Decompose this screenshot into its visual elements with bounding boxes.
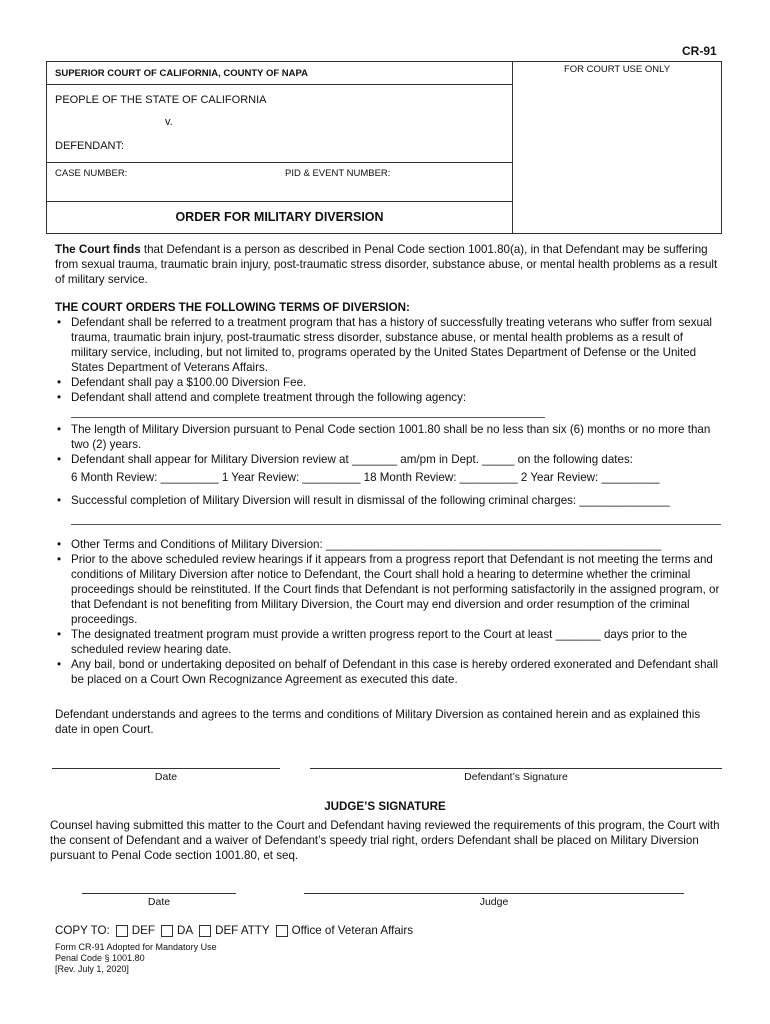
defendant-date-line[interactable] <box>52 768 280 769</box>
footer-adopted: Form CR-91 Adopted for Mandatory Use <box>55 942 217 952</box>
term-length: • The length of Military Diversion pursuant to Penal Code section 1001.80 shall be no less than six (6) months or no more than two (2) years. <box>55 422 720 452</box>
judge-signature-heading: JUDGE’S SIGNATURE <box>324 800 446 813</box>
terms-list-charges <box>55 493 720 508</box>
judge-date-label: Date <box>147 896 171 908</box>
term-diversion-fee: • Defendant shall pay a $100.00 Diversion Fee. <box>55 375 720 390</box>
copy-option-def-atty: DEF ATTY <box>215 924 270 937</box>
copy-option-veteran-affairs: Office of Veteran Affairs <box>291 924 414 937</box>
defendant-field[interactable]: DEFENDANT: <box>55 140 125 152</box>
form-footer <box>55 942 217 975</box>
checkbox-veteran-affairs[interactable] <box>276 925 288 937</box>
footer-revision: [Rev. July 1, 2020] <box>55 964 129 974</box>
divider <box>47 162 512 163</box>
court-use-label: FOR COURT USE ONLY <box>563 64 671 75</box>
copy-option-da: DA <box>176 924 194 937</box>
defendant-understands: Defendant understands and agrees to the terms and conditions of Military Diversion as contained herein and as explained this date in open Court. <box>55 708 701 736</box>
divider <box>47 84 512 85</box>
footer-penal-code: Penal Code § 1001.80 <box>55 953 145 963</box>
form-id: CR-91 <box>682 44 717 58</box>
judge-signature-line[interactable] <box>304 893 684 894</box>
checkbox-def-atty[interactable] <box>199 925 211 937</box>
defendant-signature-line[interactable] <box>310 768 722 769</box>
findings-lead: The Court finds <box>55 243 141 256</box>
checkbox-da[interactable] <box>161 925 173 937</box>
term-other-conditions: • Other Terms and Conditions of Military Diversion: ____________________________________________________ <box>55 537 720 552</box>
term-agency-text: Defendant shall attend and complete treatment through the following agency: <box>71 391 467 404</box>
terms-section <box>55 300 720 687</box>
divider <box>47 201 512 202</box>
pid-event-number-field[interactable]: PID & EVENT NUMBER: <box>285 168 391 179</box>
order-title: ORDER FOR MILITARY DIVERSION <box>175 210 384 224</box>
court-findings <box>55 242 720 287</box>
term-agency <box>55 390 720 405</box>
orders-heading: THE COURT ORDERS THE FOLLOWING TERMS OF DIVERSION: <box>55 301 410 314</box>
counsel-text: Counsel having submitted this matter to the Court and Defendant having reviewed the requirements of this program, the Court with the consent of Defendant and a waiver of Defendant’s speedy trial right, orders Defendant shall be placed on Military Diversion pursuant to Penal Code section 1001.80, et seq. <box>50 819 720 862</box>
term-review-appearance: • Defendant shall appear for Military Diversion review at _______ am/pm in Dept. _____ on the following dates: <box>55 452 720 467</box>
court-name: SUPERIOR COURT OF CALIFORNIA, COUNTY OF NAPA <box>55 68 308 79</box>
terms-list <box>55 315 720 405</box>
findings-text: that Defendant is a person as described in Penal Code section 1001.80(a), in that Defendant may be suffering from sexual trauma, traumatic brain injury, post-traumatic stress disorder, substance abuse, or mental health problems as a result of military service. <box>55 243 718 286</box>
copy-option-def: DEF <box>131 924 155 937</box>
judge-signature-label: Judge <box>479 896 509 908</box>
terms-list-final <box>55 537 720 687</box>
case-caption <box>47 62 513 233</box>
copy-to-row <box>55 924 413 937</box>
case-number-field[interactable]: CASE NUMBER: <box>55 168 128 179</box>
judge-date-line[interactable] <box>82 893 236 894</box>
defendant-date-label: Date <box>154 771 178 783</box>
caption-box <box>46 61 722 234</box>
agency-input[interactable] <box>71 405 545 418</box>
review-dates[interactable]: 6 Month Review: _________ 1 Year Review: _________ 18 Month Review: _________ 2 Year Review: _________ <box>71 471 660 484</box>
checkbox-def[interactable] <box>116 925 128 937</box>
terms-list-cont <box>55 422 720 467</box>
term-progress-hearing: • Prior to the above scheduled review hearings if it appears from a progress report that Defendant is not meeting the terms and conditions of Military Diversion after notice to Defendant, the Court shall hold a hearing to determine whether the criminal proceedings should be reinstituted. If the Court finds that Defendant is not performing satisfactorily in the assigned program, or that Defendant is not benefiting from Military Diversion, the Court may end diversion and order resumption of the criminal proceedings. <box>55 552 720 627</box>
charges-input[interactable] <box>71 508 721 525</box>
plaintiff-name: PEOPLE OF THE STATE OF CALIFORNIA <box>55 94 267 106</box>
term-dismissal: • Successful completion of Military Diversion will result in dismissal of the following criminal charges: ______________ <box>55 493 720 508</box>
term-treatment-referral: • Defendant shall be referred to a treatment program that has a history of successfully treating veterans who suffer from sexual trauma, traumatic brain injury, post-traumatic stress disorder, substance abuse, or mental health problems as a result of military service, including, but not limited to, programs operated by the United States Department of Defense or the United States Department of Veterans Affairs. <box>55 315 720 375</box>
term-progress-report: • The designated treatment program must provide a written progress report to the Court at least _______ days prior to the scheduled review hearing date. <box>55 627 720 657</box>
term-bail-exoneration: • Any bail, bond or undertaking deposited on behalf of Defendant in this case is hereby ordered exonerated and Defendant shall be placed on a Court Own Recognizance Agreement as executed this date. <box>55 657 720 687</box>
copy-to-label: COPY TO: <box>55 924 110 937</box>
defendant-signature-label: Defendant’s Signature <box>464 771 568 783</box>
versus: v. <box>165 116 173 128</box>
